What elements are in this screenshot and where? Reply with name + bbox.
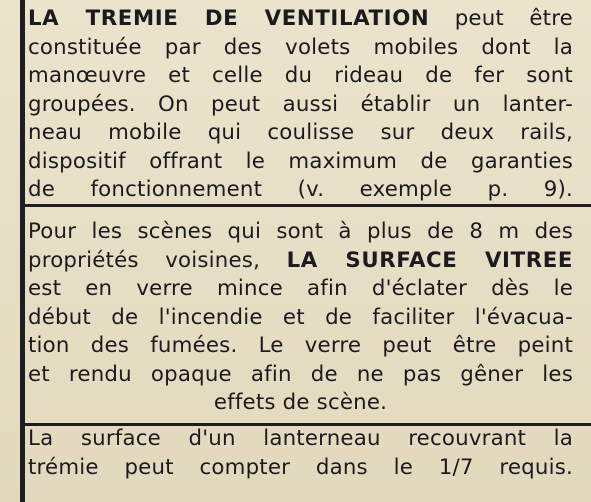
- text-line: dispositif offrant le maximum de garanties: [28, 148, 573, 174]
- text-line: constituée par des volets mobiles dont la: [28, 34, 573, 60]
- text-line: début de l'incendie et de faciliter l'évacua-: [28, 304, 573, 330]
- text-fragment: propriétés voisines,: [28, 247, 287, 273]
- text-line: trémie peut compter dans le 1/7 requis.: [28, 454, 573, 480]
- paragraph-glazed-surface: [28, 218, 573, 418]
- left-vertical-rule: [20, 0, 25, 502]
- heading-tremie: LA TREMIE DE VENTILATION: [28, 6, 430, 31]
- text-line: manœuvre et celle du rideau de fer sont: [28, 63, 573, 88]
- text-line: neau mobile qui coulisse sur deux rails,: [28, 120, 573, 145]
- text-fragment: peut être: [429, 6, 573, 31]
- text-line: de fonctionnement (v. exemple p. 9).: [28, 177, 573, 202]
- text-line: effets de scène.: [213, 390, 388, 415]
- text-line: et rendu opaque afin de ne pas gêner les: [28, 361, 573, 387]
- text-line: tion des fumées. Le verre peut être peint: [28, 333, 573, 358]
- paragraph-skylight: [28, 425, 573, 482]
- heading-surface-vitree: LA SURFACE VITREE: [286, 247, 573, 273]
- horizontal-rule: [20, 204, 591, 207]
- text-line: Pour les scènes qui sont à plus de 8 m des: [28, 219, 573, 244]
- text-line: [28, 247, 573, 276]
- text-line: est en verre mince afin d'éclater dès le: [28, 276, 573, 301]
- paragraph-ventilation-hatch: [28, 5, 573, 205]
- text-line: groupées. On peut aussi établir un lanter-: [28, 91, 573, 117]
- text-line: La surface d'un lanterneau recouvrant la: [28, 426, 573, 451]
- text-line: [28, 5, 573, 34]
